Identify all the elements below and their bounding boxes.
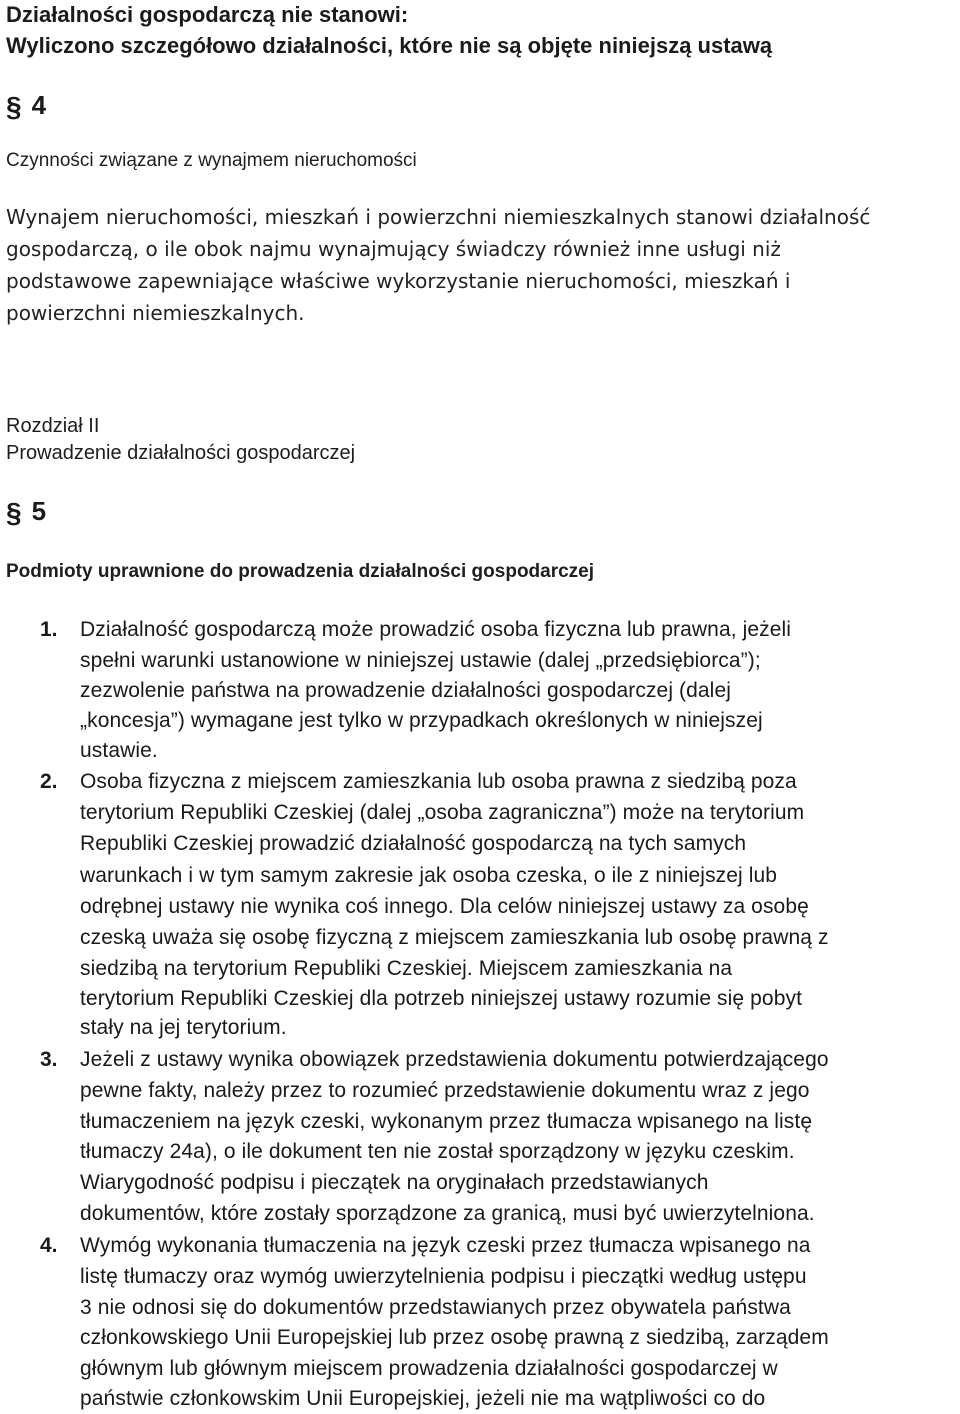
chapter-subtitle: Prowadzenie działalności gospodarczej (6, 442, 356, 464)
paragraph-2-line: czeską uważa się osobę fizyczną z miejscem zamieszkania lub osobę prawną z (80, 926, 829, 949)
paragraph-1-line: spełni warunki ustanowione w niniejszej ustawie (dalej „przedsiębiorca”); (80, 649, 761, 672)
paragraph-1-line: zezwolenie państwa na prowadzenie działalności gospodarczej (dalej (80, 679, 731, 702)
paragraph-3-line: Wiarygodność podpisu i pieczątek na oryginałach przedstawianych (80, 1171, 709, 1194)
paragraph-3-line: pewne fakty, należy przez to rozumieć przedstawienie dokumentu wraz z jego (80, 1079, 810, 1102)
section-symbol: § (6, 497, 22, 528)
paragraph-2-line: terytorium Republiki Czeskiej dla potrzeb niniejszej ustawy rozumie się pobyt (80, 987, 803, 1010)
section-4-body-line: podstawowe zapewniające właściwe wykorzystanie nieruchomości, mieszkań i (6, 269, 791, 293)
paragraph-number: 4. (40, 1234, 58, 1257)
section-symbol: § (6, 91, 22, 122)
paragraph-4-line: 3 nie odnosi się do dokumentów przedstawianych przez obywatela państwa (80, 1296, 791, 1319)
paragraph-4-line: Wymóg wykonania tłumaczenia na język czeski przez tłumacza wpisanego na (80, 1234, 811, 1257)
paragraph-2-line: terytorium Republiki Czeskiej (dalej „osoba zagraniczna”) może na terytorium (80, 801, 805, 824)
paragraph-2-line: Republiki Czeskiej prowadzić działalność gospodarczą na tych samych (80, 832, 747, 855)
intro-line-2: Wyliczono szczegółowo działalności, które nie są objęte niniejszą ustawą (6, 33, 773, 58)
paragraph-3-line: tłumaczeniem na język czeski, wykonanym przez tłumacza wpisanego na listę (80, 1110, 813, 1133)
section-4-heading: Czynności związane z wynajmem nieruchomości (6, 150, 417, 171)
section-number: 4 (31, 90, 47, 120)
paragraph-2-line: odrębnej ustawy nie wynika coś innego. Dla celów niniejszej ustawy za osobę (80, 895, 809, 918)
paragraph-number: 3. (40, 1048, 58, 1071)
paragraph-3-line: tłumaczy 24a), o ile dokument ten nie został sporządzony w języku czeskim. (80, 1140, 795, 1163)
paragraph-4-line: głównym lub głównym miejscem prowadzenia działalności gospodarczej w (80, 1357, 778, 1380)
section-4-body-line: Wynajem nieruchomości, mieszkań i powierzchni niemieszkalnych stanowi działalność (6, 205, 871, 229)
chapter-title: Rozdział II (6, 415, 100, 437)
paragraph-2-line: Osoba fizyczna z miejscem zamieszkania lub osoba prawna z siedzibą poza (80, 770, 797, 793)
section-4-marker (6, 90, 46, 123)
section-5-marker (6, 496, 46, 529)
section-4-body-line: gospodarczą, o ile obok najmu wynajmujący świadczy również inne usługi niż (6, 237, 781, 261)
paragraph-1-line: „koncesja”) wymagane jest tylko w przypadkach określonych w niniejszej (80, 709, 763, 732)
paragraph-4-line: listę tłumaczy oraz wymóg uwierzytelnienia podpisu i pieczątki według ustępu (80, 1265, 807, 1288)
paragraph-2-line: siedzibą na terytorium Republiki Czeskiej. Miejscem zamieszkania na (80, 957, 733, 980)
paragraph-3-line: Jeżeli z ustawy wynika obowiązek przedstawienia dokumentu potwierdzającego (80, 1048, 829, 1071)
paragraph-4-line: członkowskiego Unii Europejskiej lub przez osobę prawną z siedzibą, zarządem (80, 1326, 829, 1349)
paragraph-2-line: stały na jej terytorium. (80, 1016, 287, 1039)
paragraph-1-line: Działalność gospodarczą może prowadzić osoba fizyczna lub prawna, jeżeli (80, 618, 792, 641)
section-number: 5 (31, 496, 47, 526)
paragraph-3-line: dokumentów, które zostały sporządzone za granicą, musi być uwierzytelniona. (80, 1202, 815, 1225)
paragraph-4-line: państwie członkowskim Unii Europejskiej, jeżeli nie ma wątpliwości co do (80, 1387, 766, 1410)
section-4-body-line: powierzchni niemieszkalnych. (6, 301, 305, 325)
paragraph-2-line: warunkach i w tym samym zakresie jak osoba czeska, o ile z niniejszej lub (80, 864, 778, 887)
intro-line-1: Działalności gospodarczą nie stanowi: (6, 2, 409, 27)
paragraph-number: 2. (40, 770, 58, 793)
paragraph-1-line: ustawie. (80, 739, 158, 762)
paragraph-number: 1. (40, 618, 58, 641)
section-5-heading: Podmioty uprawnione do prowadzenia działalności gospodarczej (6, 561, 595, 582)
